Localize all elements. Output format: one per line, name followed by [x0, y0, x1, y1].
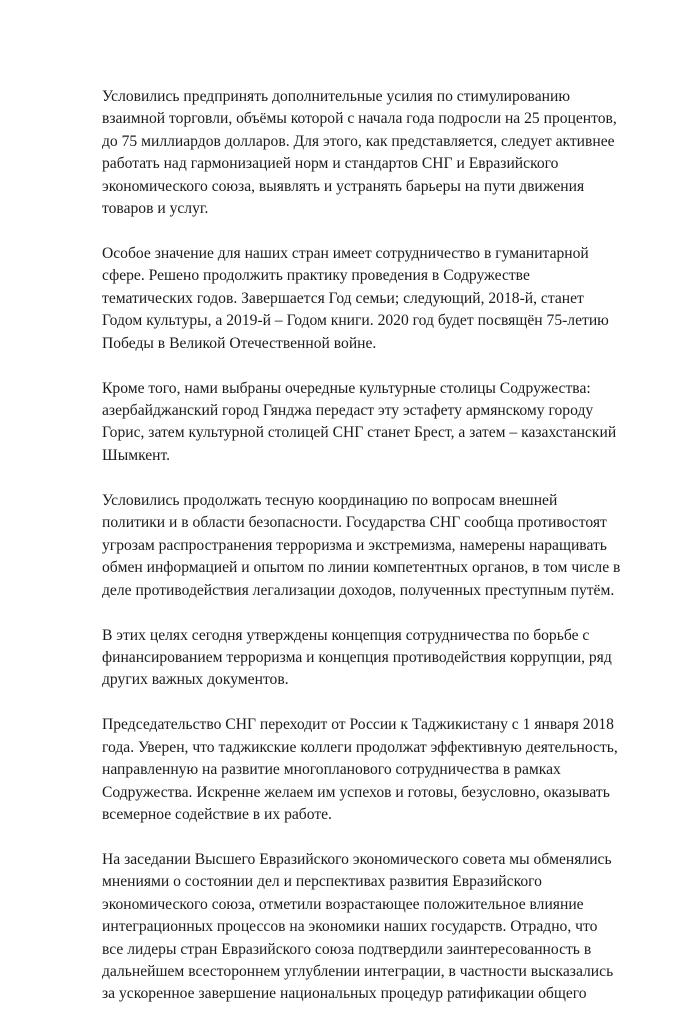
body-text	[102, 86, 622, 1028]
text-line: В этих целях сегодня утверждены концепция сотрудничества по борьбе с	[102, 626, 590, 644]
text-line: всемерное содействие в их работе.	[102, 805, 332, 823]
text-line: азербайджанский город Гянджа передаст эту эстафету армянскому городу	[102, 402, 594, 420]
text-line: Кроме того, нами выбраны очередные культурные столицы Содружества:	[102, 379, 591, 397]
paragraph-4	[102, 490, 622, 602]
paragraph-6	[102, 714, 622, 826]
text-line: сфере. Решено продолжить практику проведения в Содружестве	[102, 267, 530, 285]
paragraph-1	[102, 86, 622, 220]
paragraph-5	[102, 625, 622, 692]
text-line: деле противодействия легализации доходов, полученных преступным путём.	[102, 581, 615, 599]
text-line: взаимной торговли, объёмы которой с начала года подросли на 25 процентов,	[102, 110, 617, 128]
text-line: за ускоренное завершение национальных процедур ратификации общего	[102, 985, 587, 1003]
text-line: направленную на развитие многопланового сотрудничества в рамках	[102, 761, 561, 779]
text-line: Председательство СНГ переходит от России к Таджикистану с 1 января 2018	[102, 716, 614, 734]
text-line: Горис, затем культурной столицей СНГ станет Брест, а затем – казахстанский	[102, 424, 617, 442]
text-line: экономического союза, выявлять и устранять барьеры на пути движения	[102, 177, 585, 195]
text-line: до 75 миллиардов долларов. Для этого, как представляется, следует активнее	[102, 132, 615, 150]
text-line: обмен информацией и опытом по линии компетентных органов, в том числе в	[102, 559, 621, 577]
text-line: финансированием терроризма и концепция противодействия коррупции, ряд	[102, 648, 612, 666]
text-line: Особое значение для наших стран имеет сотрудничество в гуманитарной	[102, 245, 589, 263]
paragraph-3	[102, 378, 622, 468]
paragraph-7	[102, 849, 622, 1006]
paragraph-2	[102, 243, 622, 355]
text-line: Шымкент.	[102, 446, 171, 464]
text-line: мнениями о состоянии дел и перспективах развития Евразийского	[102, 873, 542, 891]
text-line: тематических годов. Завершается Год семьи; следующий, 2018-й, станет	[102, 289, 584, 307]
text-line: экономического союза, отметили возрастающее положительное влияние	[102, 895, 584, 913]
text-line: На заседании Высшего Евразийского экономического совета мы обменялись	[102, 850, 612, 868]
text-line: политики и в области безопасности. Государства СНГ сообща противостоят	[102, 514, 607, 532]
text-line: Годом культуры, а 2019-й – Годом книги. 2020 год будет посвящён 75-летию	[102, 312, 609, 330]
text-line: все лидеры стран Евразийского союза подтвердили заинтересованность в	[102, 940, 592, 958]
text-line: работать над гармонизацией норм и стандартов СНГ и Евразийского	[102, 155, 559, 173]
text-line: Условились продолжать тесную координацию по вопросам внешней	[102, 491, 558, 509]
text-line: года. Уверен, что таджикские коллеги продолжат эффективную деятельность,	[102, 738, 618, 756]
text-line: интеграционных процессов на экономики наших государств. Отрадно, что	[102, 918, 598, 936]
text-line: угрозам распространения терроризма и экстремизма, намерены наращивать	[102, 536, 607, 554]
text-line: Содружества. Искренне желаем им успехов и готовы, безусловно, оказывать	[102, 783, 610, 801]
text-line: Победы в Великой Отечественной войне.	[102, 334, 377, 352]
text-line: товаров и услуг.	[102, 200, 209, 218]
text-line: дальнейшем всестороннем углублении интеграции, в частности высказались	[102, 962, 614, 980]
text-line: Условились предпринять дополнительные усилия по стимулированию	[102, 88, 570, 105]
text-line: других важных документов.	[102, 671, 289, 689]
